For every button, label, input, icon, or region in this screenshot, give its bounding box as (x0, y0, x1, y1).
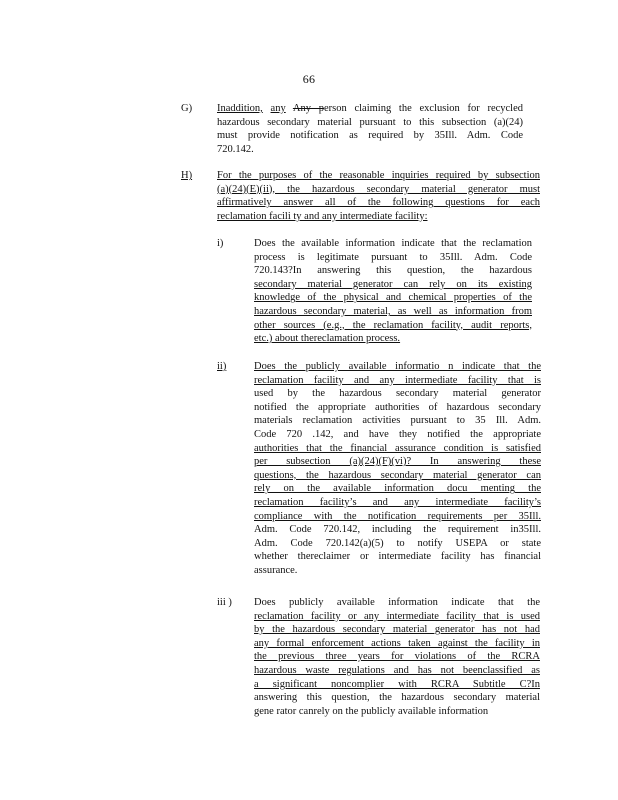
text-segment: Code 720 .142, and have they notified the appropriate (254, 428, 541, 440)
text-line (254, 610, 540, 624)
text-segment: answering this question, the hazardous secondary material (254, 692, 540, 704)
inserted-text: secondary material generator can rely on its existing (254, 278, 532, 290)
subitem-label-iii: iii ) (217, 597, 232, 608)
text-line (254, 523, 541, 537)
text-line (254, 319, 532, 333)
subitem-iii-text (254, 596, 540, 718)
text-segment: Does publicly available information indicate that the (254, 597, 540, 608)
inserted-text: affirmatively answer all of the following questions for each (217, 197, 540, 209)
text-line (254, 550, 541, 564)
text-line (217, 210, 540, 224)
section-h-text (217, 169, 540, 223)
text-line (217, 196, 540, 210)
text-segment: 720.142. (217, 143, 254, 155)
inserted-text: by the hazardous secondary material generator has not had (254, 624, 540, 636)
text-line (254, 264, 532, 278)
inserted-text: reclamation facility’s and any intermediate facility’s (254, 496, 541, 508)
text-line (254, 469, 541, 483)
text-line (217, 116, 523, 130)
inserted-text: authorities that the financial assurance condition is satisfied (254, 442, 541, 454)
inserted-text: questions, the hazardous secondary material generator can (254, 469, 541, 481)
text-line (254, 291, 532, 305)
text-line (254, 278, 532, 292)
subitem-label-ii: ii) (217, 361, 227, 372)
subitem-i-text (254, 237, 532, 346)
text-line (217, 169, 540, 183)
text-line (254, 678, 540, 692)
inserted-text: rely on the available information docu menting the (254, 483, 541, 495)
text-line (254, 623, 540, 637)
inserted-text: any formal enforcement actions taken against the facility in (254, 637, 540, 649)
inserted-text: etc.) about thereclamation process. (254, 333, 401, 345)
text-line (254, 691, 540, 705)
subitem-label-i: i) (217, 238, 224, 249)
inserted-text: per subsection (a)(24)(F)(vi)? In answering these (254, 456, 541, 468)
text-segment: notified the appropriate authorities of hazardous secondary (254, 401, 541, 413)
text-segment: hazardous secondary material pursuant to this subsection (a)(24) (217, 116, 523, 128)
inserted-text: reclamation facility and any intermediate facility that is (254, 374, 541, 386)
inserted-text: any (270, 103, 286, 114)
struck-text: Any p (292, 103, 324, 114)
inserted-text: the previous three years for violations of the RCRA (254, 651, 540, 663)
text-segment (263, 103, 271, 114)
text-line (254, 387, 541, 401)
text-segment: used by the hazardous secondary material generator (254, 388, 541, 400)
section-label-h: H) (181, 170, 193, 181)
inserted-text: knowledge of the physical and chemical properties of the (254, 292, 532, 304)
text-line (254, 510, 541, 524)
text-segment: materials reclamation activities pursuant to 35 Ill. Adm. (254, 415, 541, 427)
text-line (254, 496, 541, 510)
text-segment: must provide notification as required by 35Ill. Adm. Code (217, 130, 523, 142)
inserted-text: other sources (e.g., the reclamation facility, audit reports, (254, 319, 532, 331)
text-segment: whether thereclaimer or intermediate facility has financial (254, 551, 541, 563)
text-segment: 720.143?In answering this question, the hazardous (254, 265, 532, 277)
text-line (254, 251, 532, 265)
inserted-text: reclamation facili ty and any intermediate facility: (217, 210, 428, 222)
text-line (254, 705, 540, 719)
text-segment: Does the available information indicate that the reclamation (254, 238, 532, 249)
text-line (254, 428, 541, 442)
text-segment: Adm. Code 720.142(a)(5) to notify USEPA or state (254, 537, 541, 549)
inserted-text: a significant noncomplier with RCRA Subtitle C?In (254, 678, 540, 690)
text-segment: gene rator canrely on the publicly available information (254, 705, 489, 717)
text-segment: process is legitimate pursuant to 35Ill. Adm. Code (254, 251, 532, 263)
section-g-text (217, 102, 523, 156)
text-line (254, 482, 541, 496)
inserted-text: Inaddition, (217, 103, 263, 114)
text-line (254, 360, 541, 374)
text-line (254, 374, 541, 388)
text-segment: Adm. Code 720.142, including the requirement in35Ill. (254, 524, 541, 536)
text-line (254, 237, 532, 251)
inserted-text: For the purposes of the reasonable inquiries required by subsection (217, 170, 540, 181)
text-line (254, 637, 540, 651)
inserted-text: compliance with the notification requirements per 35Ill. (254, 510, 541, 522)
text-line (217, 102, 523, 116)
text-line (254, 332, 532, 346)
inserted-text: Does the publicly available informatio n indicate that the (254, 361, 541, 372)
text-line (217, 143, 523, 157)
inserted-text: hazardous secondary material, as well as information from (254, 305, 532, 317)
text-line (254, 442, 541, 456)
text-segment: erson claiming the exclusion for recycled (323, 103, 523, 114)
text-segment (286, 103, 293, 114)
text-line (254, 401, 541, 415)
page-number: 66 (302, 72, 316, 86)
text-line (217, 183, 540, 197)
section-label-g: G) (181, 103, 193, 114)
inserted-text: reclamation facility or any intermediate facility that is used (254, 610, 540, 622)
text-line (254, 305, 532, 319)
text-segment: assurance. (254, 564, 298, 576)
text-line (254, 650, 540, 664)
text-line (254, 455, 541, 469)
text-line (217, 129, 523, 143)
text-line (254, 664, 540, 678)
text-line (254, 564, 541, 578)
inserted-text: (a)(24)(E)(ii), the hazardous secondary material generator must (217, 183, 540, 195)
inserted-text: hazardous waste regulations and has not beenclassified as (254, 664, 540, 676)
subitem-ii-text (254, 360, 541, 578)
text-line (254, 414, 541, 428)
text-line (254, 596, 540, 610)
text-line (254, 537, 541, 551)
